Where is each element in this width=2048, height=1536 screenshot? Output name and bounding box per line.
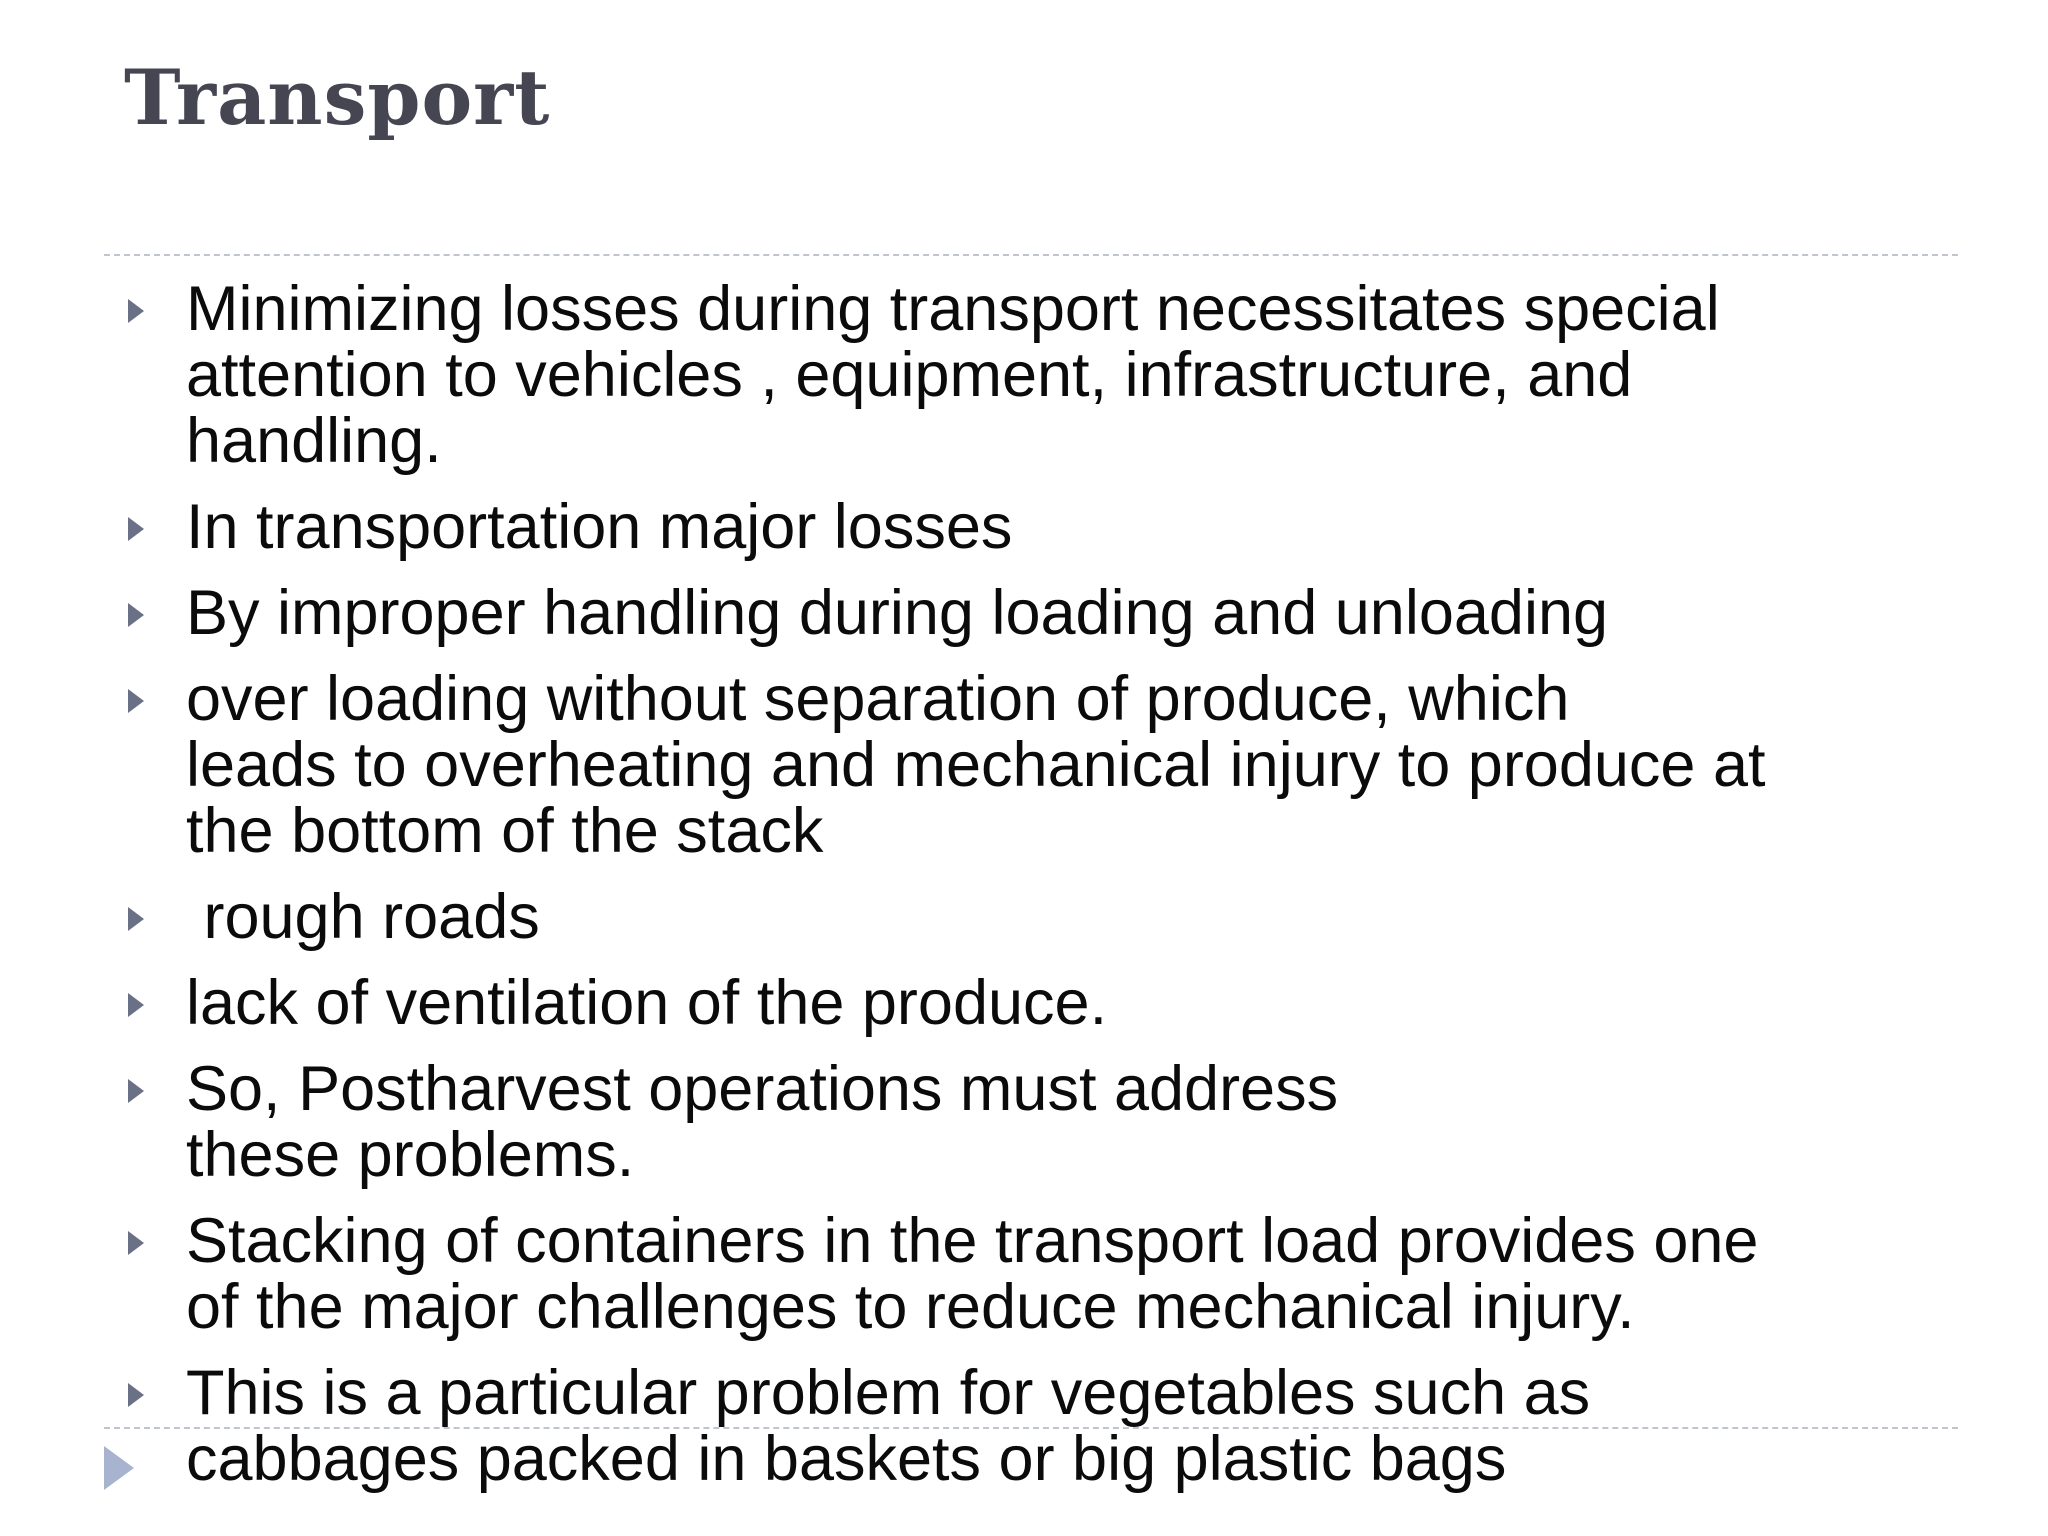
bottom-divider [104, 1427, 1958, 1429]
bullet-triangle-icon [128, 993, 144, 1017]
bullet-text-line: By improper handling during loading and unloading [186, 578, 1609, 648]
bullet-text-line: So, Postharvest operations must address [186, 1054, 1339, 1124]
bullet-text-line: lack of ventilation of the produce. [186, 968, 1108, 1038]
bullet-item [124, 884, 1944, 950]
bullet-triangle-icon [128, 907, 144, 931]
bullet-list [124, 276, 1944, 1512]
bullet-triangle-icon [128, 1079, 144, 1103]
corner-triangle-icon [104, 1446, 134, 1490]
bullet-text-line: over loading without separation of produce, which [186, 664, 1570, 734]
bullet-item [124, 276, 1944, 474]
bullet-text-line: cabbages packed in baskets or big plastic bags [186, 1424, 1507, 1494]
bullet-item [124, 666, 1944, 864]
bullet-item [124, 1208, 1944, 1340]
bullet-triangle-icon [128, 603, 144, 627]
bullet-text-line: handling. [186, 406, 442, 476]
bullet-triangle-icon [128, 689, 144, 713]
top-divider [104, 254, 1958, 256]
bullet-text-line: In transportation major losses [186, 492, 1013, 562]
bullet-item [124, 970, 1944, 1036]
bullet-text-line: these problems. [186, 1120, 635, 1190]
bullet-text-line: of the major challenges to reduce mechanical injury. [186, 1272, 1635, 1342]
bullet-item [124, 494, 1944, 560]
bullet-item [124, 1056, 1944, 1188]
bullet-text-line: leads to overheating and mechanical injury to produce at [186, 730, 1766, 800]
slide-title: Transport [124, 53, 551, 142]
bullet-triangle-icon [128, 299, 144, 323]
bullet-triangle-icon [128, 1231, 144, 1255]
bullet-triangle-icon [128, 1383, 144, 1407]
bullet-triangle-icon [128, 517, 144, 541]
bullet-item [124, 1360, 1944, 1492]
bullet-text-line: attention to vehicles , equipment, infrastructure, and [186, 340, 1633, 410]
bullet-text-line: Minimizing losses during transport necessitates special [186, 274, 1720, 344]
bullet-text-line: Stacking of containers in the transport load provides one [186, 1206, 1759, 1276]
bullet-text-line: rough roads [186, 882, 540, 952]
bullet-text-line: This is a particular problem for vegetables such as [186, 1358, 1591, 1428]
bullet-text-line: the bottom of the stack [186, 796, 824, 866]
bullet-item [124, 580, 1944, 646]
